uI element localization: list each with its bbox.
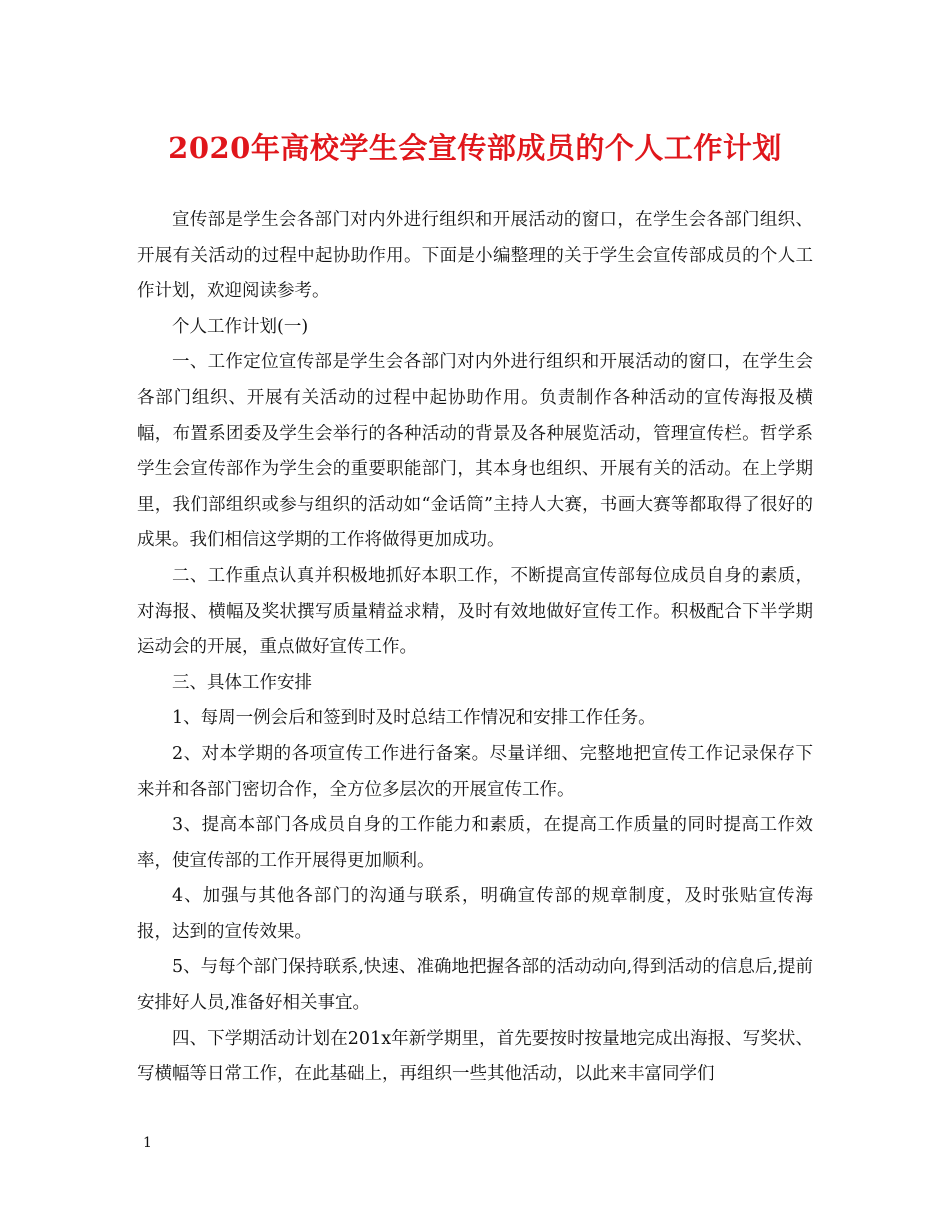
paragraph-next-term-plan: 四、下学期活动计划在201x年新学期里，首先要按时按量地完成出海报、写奖状、写横幅等日常工作，在此基础上，再组织一些其他活动，以此来丰富同学们	[137, 1028, 813, 1085]
list-item-3: 3、提高本部门各成员自身的工作能力和素质，在提高工作质量的同时提高工作效率，使宣传部的工作开展得更加顺利。	[137, 815, 813, 871]
document-body	[137, 203, 813, 1093]
section-heading-arrangements: 三、具体工作安排	[172, 672, 312, 693]
intro-paragraph: 宣传部是学生会各部门对内外进行组织和开展活动的窗口，在学生会各部门组织、开展有关活动的过程中起协助作用。下面是小编整理的关于学生会宣传部成员的个人工作计划，欢迎阅读参考。	[137, 210, 813, 302]
list-item-1: 1、每周一例会后和签到时及时总结工作情况和安排工作任务。	[172, 708, 656, 729]
list-item-2: 2、对本学期的各项宣传工作进行备案。尽量详细、完整地把宣传工作记录保存下来并和各部门密切合作，全方位多层次的开展宣传工作。	[137, 743, 813, 800]
document-title: 2020年高校学生会宣传部成员的个人工作计划	[168, 131, 782, 165]
paragraph-work-focus: 二、工作重点认真并积极地抓好本职工作，不断提高宣传部每位成员自身的素质，对海报、横幅及奖状撰写质量精益求精，及时有效地做好宣传工作。积极配合下半学期运动会的开展，重点做好宣传工作。	[137, 565, 813, 658]
list-item-5: 5、与每个部门保持联系,快速、准确地把握各部的活动动向,得到活动的信息后,提前安排好人员,准备好相关事宜。	[137, 957, 813, 1014]
paragraph-work-positioning: 一、工作定位宣传部是学生会各部门对内外进行组织和开展活动的窗口，在学生会各部门组织、开展有关活动的过程中起协助作用。负责制作各种活动的宣传海报及横幅，布置系团委及学生会举行的各种活动的背景及各种展览活动，管理宣传栏。哲学系学生会宣传部作为学生会的重要职能部门，其本身也组织、开展有关的活动。在上学期里，我们部组织或参与组织的活动如“金话筒”主持人大赛，书画大赛等都取得了很好的成果。我们相信这学期的工作将做得更加成功。	[137, 352, 813, 551]
page-number: 1	[143, 1135, 152, 1151]
section-heading-plan-one: 个人工作计划(一)	[172, 316, 309, 337]
list-item-4: 4、加强与其他各部门的沟通与联系，明确宣传部的规章制度，及时张贴宣传海报，达到的宣传效果。	[137, 886, 813, 942]
